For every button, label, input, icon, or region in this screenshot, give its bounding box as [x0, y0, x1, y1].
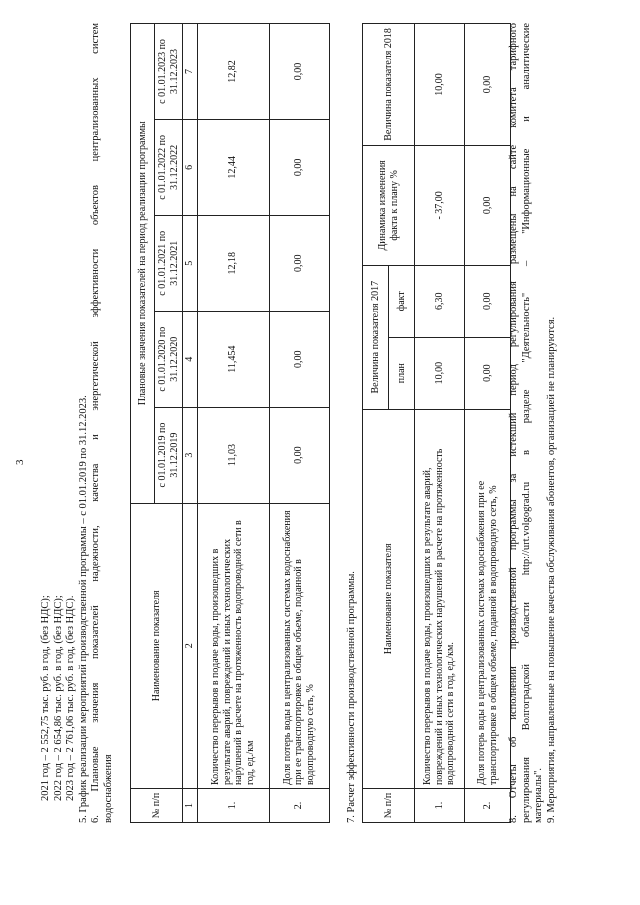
- t1-period: с 01.01.2021 по 31.12.2021: [155, 215, 183, 311]
- item-6-line-2: водоснабжения: [102, 754, 114, 823]
- t1-row-name: Доля потерь воды в централизованных системах водоснабжения при ее транспортировке в общем объеме, поданной в водопроводную сеть, %: [269, 503, 329, 789]
- t1-period: с 01.01.2023 по 31.12.2023: [155, 24, 183, 120]
- t1-period: с 01.01.2022 по 31.12.2022: [155, 119, 183, 215]
- t2-cell-2018: 10,00: [415, 24, 465, 146]
- t1-cell: 11,03: [197, 407, 269, 503]
- t1-col-index: 5: [183, 215, 198, 311]
- t1-cell: 0,00: [269, 24, 329, 120]
- t1-header-name: Наименование показателя: [131, 503, 183, 789]
- t2-row-name: Количество перерывов в подаче воды, произошедших в результате аварий, повреждений и иных технологических нарушений в расчете на протяженность водопроводной сети в год, ед./км.: [415, 409, 465, 788]
- item-8-line-3: материалы".: [533, 767, 545, 823]
- cost-line-2021: 2021 год – 2 552,75 тыс. руб. в год, (без НДС);: [40, 595, 51, 801]
- t2-header-name: Наименование показателя: [363, 409, 415, 788]
- t2-header-num: № п/п: [363, 789, 415, 823]
- cost-line-2023: 2023 год – 2 761,06 тыс. руб. в год, (без НДС).: [65, 595, 77, 801]
- t2-cell-plan: 10,00: [415, 337, 465, 409]
- t1-cell: 12,82: [197, 24, 269, 120]
- t2-row-num: 2.: [465, 789, 511, 823]
- t2-header-2017: Величина показателя 2017: [363, 265, 389, 409]
- item-5: 5. График реализации мероприятий производственной программы – с 01.01.2019 по 31.12.2023.: [77, 395, 89, 823]
- t1-row-num: 2.: [269, 789, 329, 823]
- t1-col-index: 6: [183, 119, 198, 215]
- closing-text: [508, 23, 558, 823]
- item-9: 9. Мероприятия, направленные на повышение качества обслуживания абонентов, организацией не планируются.: [545, 316, 557, 823]
- t2-header-2018: Величина показателя 2018: [363, 24, 415, 146]
- t2-row-num: 1.: [415, 789, 465, 823]
- t1-col-index: 4: [183, 311, 198, 407]
- t1-period: с 01.01.2019 по 31.12.2019: [155, 407, 183, 503]
- table-row: [415, 24, 465, 823]
- t1-index-row: [183, 24, 198, 823]
- t2-cell-dynamics: - 37,00: [415, 145, 465, 265]
- t1-period: с 01.01.2020 по 31.12.2020: [155, 311, 183, 407]
- t2-cell-plan: 0,00: [465, 337, 511, 409]
- t2-row-name: Доля потерь воды в централизованных системах водоснабжения при ее транспортировке в общем объеме, поданной в водопроводную сеть, %: [465, 409, 511, 788]
- t2-header-dynamics: Динамика изменения факта к плану %: [363, 145, 415, 265]
- t1-col-index: 2: [183, 503, 198, 789]
- table-row: [197, 24, 269, 823]
- t1-cell: 0,00: [269, 119, 329, 215]
- cost-line-2022: 2022 год – 2 654,86 тыс. руб. в год, (без НДС);: [52, 595, 64, 801]
- table-row: [465, 24, 511, 823]
- intro-text: [40, 23, 116, 823]
- t2-cell-2018: 0,00: [465, 24, 511, 146]
- t1-header-num: № п/п: [131, 789, 183, 823]
- table-row: [269, 24, 329, 823]
- item-8-line-2: регулирования Волгоградской области http://urt.volgograd.ru в разделе "Деятельность" – "Информационные и аналитические: [520, 23, 532, 823]
- t1-cell: 0,00: [269, 215, 329, 311]
- efficiency-table: [362, 23, 511, 823]
- t1-cell: 0,00: [269, 407, 329, 503]
- t1-cell: 11,454: [197, 311, 269, 407]
- t1-col-index: 7: [183, 24, 198, 120]
- t1-col-index: 3: [183, 407, 198, 503]
- t2-cell-fact: 6,30: [415, 265, 465, 337]
- page-number: 3: [14, 459, 26, 465]
- item-6-line-1: 6. Плановые значения показателей надежности, качества и энергетической эффективности объектов централизованных систем: [90, 23, 102, 823]
- t1-col-index: 1: [183, 789, 198, 823]
- item-8-line-1: 8. Отчеты об исполнении производственной программы за истекший период регулирования размещены на сайте комитета тарифного: [508, 23, 519, 823]
- t1-row-num: 1.: [197, 789, 269, 823]
- t1-cell: 12,44: [197, 119, 269, 215]
- planned-indicators-table: [130, 23, 330, 823]
- t1-cell: 0,00: [269, 311, 329, 407]
- t1-cell: 12,18: [197, 215, 269, 311]
- t2-header-plan: план: [389, 337, 415, 409]
- t2-cell-dynamics: 0,00: [465, 145, 511, 265]
- t2-cell-fact: 0,00: [465, 265, 511, 337]
- t1-row-name: Количество перерывов в подаче воды, произошедших в результате аварий, повреждений и иных технологических нарушений в расчете на протяженность водопроводной сети в год, ед./км: [197, 503, 269, 789]
- t2-header-fact: факт: [389, 265, 415, 337]
- item-7: 7. Расчет эффективности производственной программы.: [346, 571, 357, 823]
- t1-header-group: Плановые значения показателей на период реализации программы: [131, 24, 155, 504]
